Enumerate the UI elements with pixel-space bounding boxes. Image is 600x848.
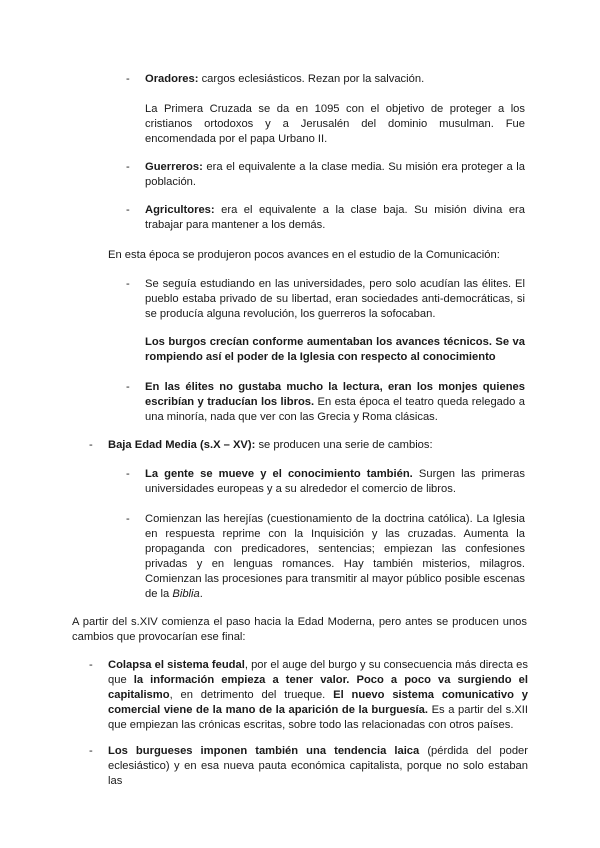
desc-burgueses: (pérdida del poder eclesiástico) y en esa nueva pauta económica capitalista, porque no solo estaban las: [108, 745, 528, 787]
item-oradores: [126, 72, 525, 87]
bullet-dash: -: [126, 161, 130, 173]
item-burgueses: [89, 744, 528, 789]
term-guerreros: Guerreros:: [145, 161, 203, 173]
desc-guerreros: era el equivalente a la clase media. Su misión era proteger a la población.: [145, 161, 525, 188]
desc-gente: Surgen las primeras universidades europeas y a su alrededor el comercio de libros.: [145, 468, 525, 495]
term-agricultores: Agricultores:: [145, 204, 215, 216]
item-baja-edad-media: [89, 438, 528, 453]
term-baja-edad-media: Baja Edad Media (s.X – XV):: [108, 439, 256, 451]
item-guerreros: [126, 160, 525, 190]
bullet-dash: -: [126, 468, 130, 480]
term-biblia: Biblia: [172, 588, 200, 600]
bullet-dash: -: [126, 278, 130, 290]
desc-herejias: Comienzan las herejías (cuestionamiento de la doctrina católica). La Iglesia en respuesta reprime con la Inquisición y las cruzadas. Aumenta la propaganda con predicadores, sentencias; empiezan las confesiones privadas y en lenguas romances. Hay también misterios, milagros. Comienzan las procesiones para transmitir al mayor público posible escenas de la: [145, 513, 525, 600]
desc-baja-edad-media: se producen una serie de cambios:: [255, 439, 433, 451]
bullet-dash: -: [126, 513, 130, 525]
bullet-dash: -: [126, 204, 130, 216]
item-herejias: - Comienzan las herejías (cuestionamiento de la doctrina católica). La Iglesia en respuesta reprime con la Inquisición y las cruzadas. Aumenta la propaganda con predicadores, sentencias; empiezan las confesiones privadas y en lenguas romances. Hay también misterios, milagros. Comienzan las procesiones para transmitir al mayor público posible escenas de la Biblia.: [126, 513, 525, 600]
item-colapsa: - Colapsa el sistema feudal, por el auge del burgo y su consecuencia más directa es que la información empieza a tener valor. Poco a poco va surgiendo el capitalismo, en detrimento del trueque. El nuevo sistema comunicativo y comercial viene de la mano de la aparición de la burguesía. Es a partir del s.XII que empiezan las crónicas escritas, sobre todo las relacionadas con otros países.: [89, 659, 529, 731]
desc-elites: En esta época el teatro queda relegado a una minoría, nada que ver con las Grecia y Roma clásicas.: [145, 396, 525, 423]
bullet-dash: -: [126, 381, 130, 393]
desc-agricultores: era el equivalente a la clase baja. Su misión divina era trabajar para mantener a los demás.: [145, 204, 525, 231]
bullet-dash: -: [89, 439, 93, 451]
desc-oradores: cargos eclesiásticos. Rezan por la salvación.: [198, 73, 425, 85]
bullet-dash: -: [89, 745, 93, 757]
term-burgueses: Los burgueses imponen también una tendencia laica: [108, 745, 420, 757]
term-colapsa: Colapsa el sistema feudal: [108, 659, 245, 671]
bullet-dash: -: [89, 659, 93, 671]
bullet-dash: -: [126, 73, 130, 85]
term-gente: La gente se mueve y el conocimiento también.: [145, 468, 413, 480]
item-agricultores: [126, 203, 525, 233]
paragraph-burgos: Los burgos crecían conforme aumentaban los avances técnicos. Se va rompiendo así el poder de la Iglesia con respecto al conocimiento: [145, 336, 525, 363]
paragraph-epoca: En esta época se produjeron pocos avances en el estudio de la Comunicación:: [108, 249, 500, 261]
item-universidades: [126, 277, 525, 322]
paragraph-partir: A partir del s.XIV comienza el paso hacia la Edad Moderna, pero antes se producen unos cambios que provocarían ese final:: [72, 616, 527, 643]
item-gente: [126, 467, 525, 497]
paragraph-cruzada: La Primera Cruzada se da en 1095 con el objetivo de proteger a los cristianos ortodoxos y a Jerusalén del dominio musulman. Fue encomendada por el papa Urbano II.: [145, 103, 525, 145]
term-oradores: Oradores:: [145, 73, 199, 85]
desc-universidades: Se seguía estudiando en las universidades, pero solo acudían las élites. El pueblo estaba privado de su libertad, eran sociedades anti-democráticas, si se producía alguna revolución, los guerreros la sofocaban.: [145, 278, 525, 320]
term-elites: En las élites no gustaba mucho la lectura, eran los monjes quienes escribían y traducían los libros.: [145, 381, 525, 408]
item-elites: [126, 380, 525, 425]
